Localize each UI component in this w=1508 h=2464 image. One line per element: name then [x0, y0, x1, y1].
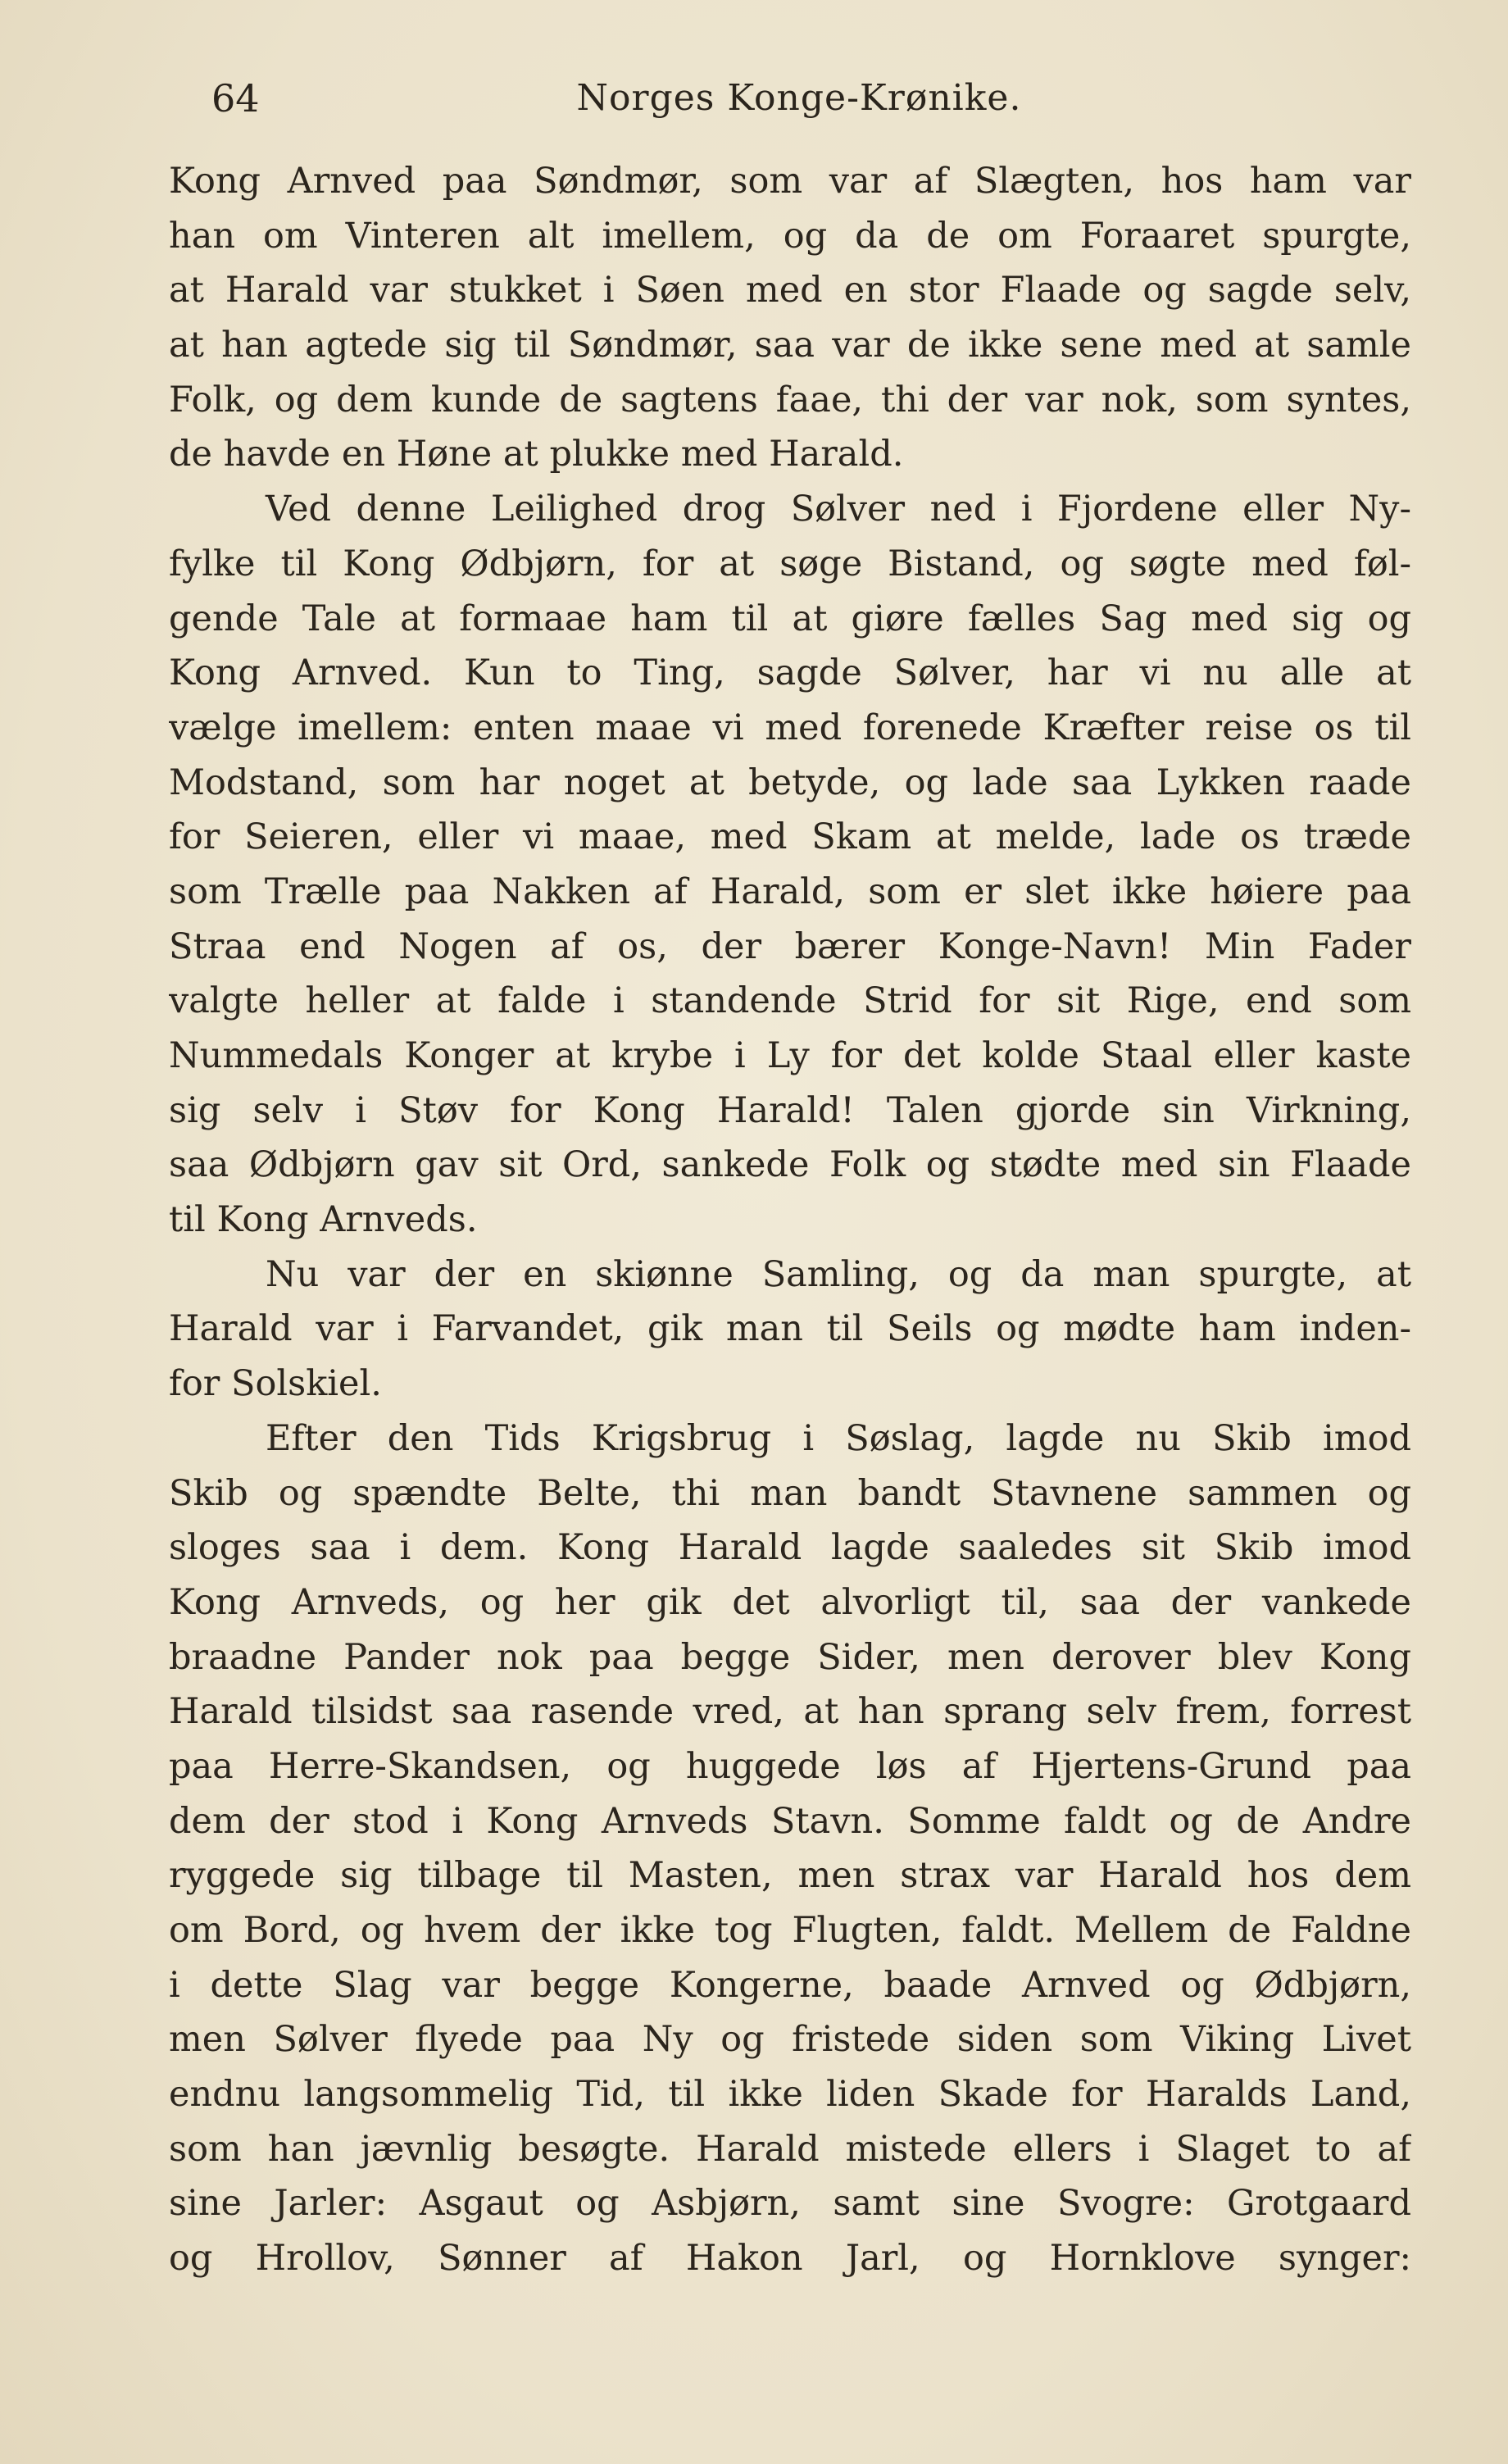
text-line: gende Tale at formaae ham til at giøre fælles Sag med sig og	[169, 598, 1411, 639]
text-line: som Trælle paa Nakken af Harald, som er slet ikke høiere paa	[169, 871, 1411, 912]
text-line: Folk, og dem kunde de sagtens faae, thi der var nok, som syntes,	[169, 379, 1411, 421]
text-line: Nu var der en skiønne Samling, og da man spurgte, at	[266, 1253, 1411, 1295]
text-line: og Hrollov, Sønner af Hakon Jarl, og Hornklove synger:	[169, 2238, 1411, 2280]
text-line: Harald var i Farvandet, gik man til Seils og mødte ham inden-	[169, 1308, 1411, 1350]
running-head	[172, 66, 1426, 131]
text-line: men Sølver flyede paa Ny og fristede siden som Viking Livet	[169, 2019, 1411, 2061]
text-line: Modstand, som har noget at betyde, og lade saa Lykken raade	[169, 761, 1411, 803]
text-line: braadne Pander nok paa begge Sider, men derover blev Kong	[169, 1636, 1411, 1678]
text-line: dem der stod i Kong Arnveds Stavn. Somme faldt og de Andre	[169, 1800, 1411, 1842]
text-line: sine Jarler: Asgaut og Asbjørn, samt sine Svogre: Grotgaard	[169, 2183, 1411, 2225]
text-line: Harald tilsidst saa rasende vred, at han sprang selv frem, forrest	[169, 1691, 1411, 1733]
text-line: at han agtede sig til Søndmør, saa var de ikke sene med at samle	[169, 325, 1411, 366]
text-line: Skib og spændte Belte, thi man bandt Stavnene sammen og	[169, 1472, 1411, 1514]
text-line: sloges saa i dem. Kong Harald lagde saaledes sit Skib imod	[169, 1527, 1411, 1569]
text-line: at Harald var stukket i Søen med en stor Flaade og sagde selv,	[169, 270, 1411, 311]
text-line: Straa end Nogen af os, der bærer Konge-Navn! Min Fader	[169, 925, 1411, 967]
page-number: 64	[211, 76, 260, 120]
text-line: som han jævnlig besøgte. Harald mistede ellers i Slaget to af	[169, 2128, 1411, 2170]
running-title: Norges Konge-Krønike.	[576, 77, 1022, 119]
text-line: vælge imellem: enten maae vi med forenede Kræfter reise os til	[169, 707, 1411, 748]
text-line: i dette Slag var begge Kongerne, baade Arnved og Ødbjørn,	[169, 1964, 1411, 2006]
text-line: valgte heller at falde i standende Strid for sit Rige, end som	[169, 980, 1411, 1022]
text-line: om Bord, og hvem der ikke tog Flugten, faldt. Mellem de Faldne	[169, 1910, 1411, 1951]
text-line: for Solskiel.	[169, 1363, 382, 1405]
text-line: fylke til Kong Ødbjørn, for at søge Bistand, og søgte med føl-	[169, 543, 1411, 584]
text-line: Ved denne Leilighed drog Sølver ned i Fjordene eller Ny-	[266, 489, 1411, 530]
text-line: paa Herre-Skandsen, og huggede løs af Hjertens-Grund paa	[169, 1745, 1411, 1787]
text-line: endnu langsommelig Tid, til ikke liden Skade for Haralds Land,	[169, 2074, 1411, 2116]
text-line: Kong Arnved. Kun to Ting, sagde Sølver, har vi nu alle at	[169, 652, 1411, 694]
text-line: sig selv i Støv for Kong Harald! Talen gjorde sin Virkning,	[169, 1089, 1411, 1131]
body-text	[169, 154, 1411, 2286]
text-line: han om Vinteren alt imellem, og da de om Foraaret spurgte,	[169, 215, 1411, 257]
text-line: saa Ødbjørn gav sit Ord, sankede Folk og stødte med sin Flaade	[169, 1144, 1411, 1186]
text-line: til Kong Arnveds.	[169, 1199, 478, 1241]
text-line: ryggede sig tilbage til Masten, men strax var Harald hos dem	[169, 1855, 1411, 1897]
text-line: Kong Arnved paa Søndmør, som var af Slægten, hos ham var	[169, 161, 1411, 202]
text-line: de havde en Høne at plukke med Harald.	[169, 434, 904, 475]
text-line: Nummedals Konger at krybe i Ly for det kolde Staal eller kaste	[169, 1035, 1411, 1076]
text-line: for Seieren, eller vi maae, med Skam at melde, lade os træde	[169, 816, 1411, 858]
text-line: Efter den Tids Krigsbrug i Søslag, lagde nu Skib imod	[266, 1417, 1411, 1459]
text-line: Kong Arnveds, og her gik det alvorligt til, saa der vankede	[169, 1581, 1411, 1623]
